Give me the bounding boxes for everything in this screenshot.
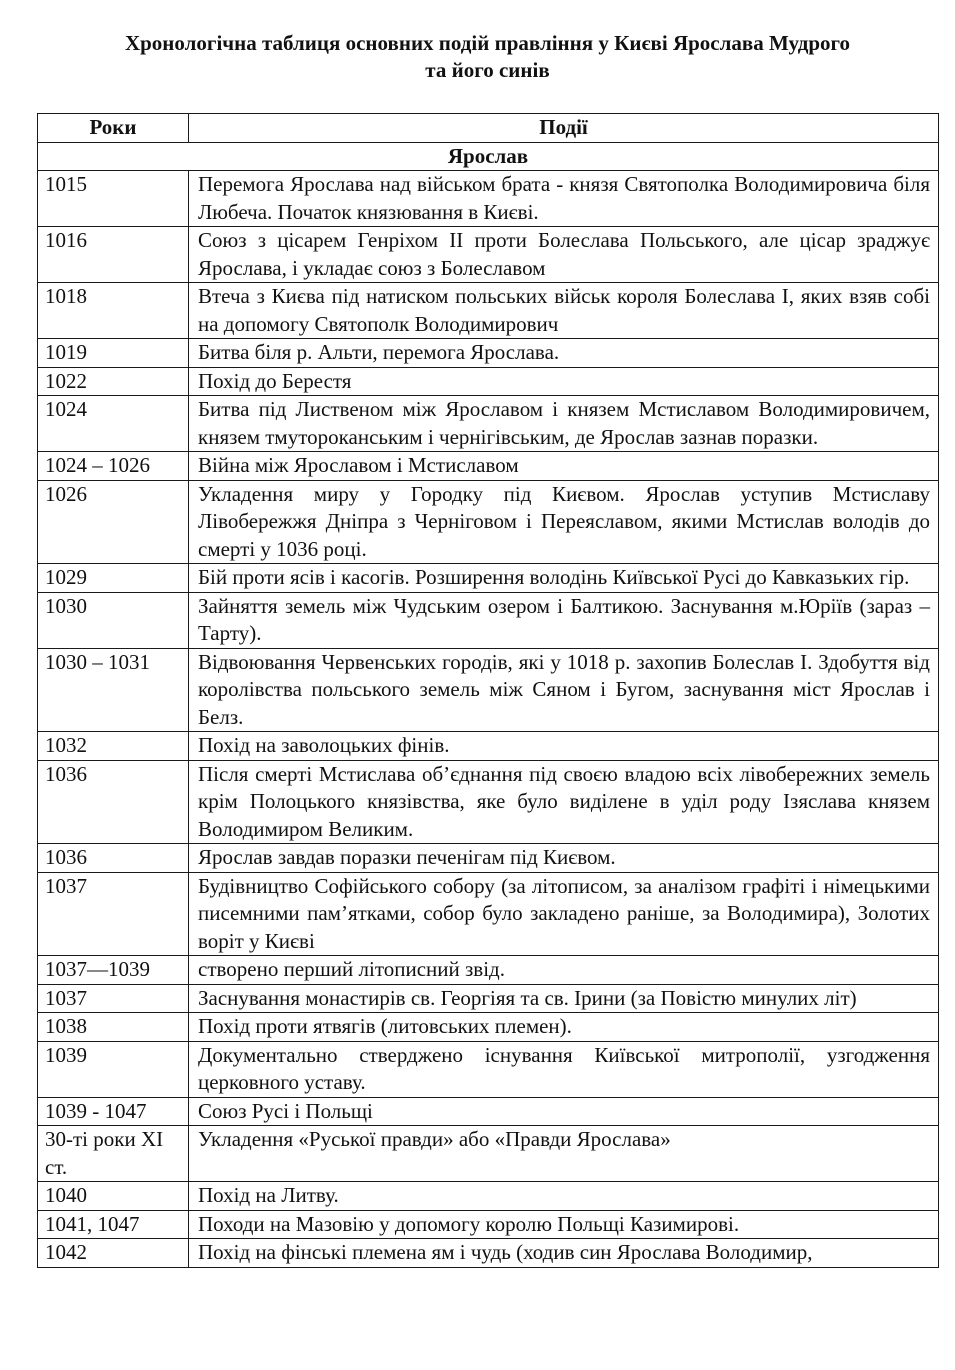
year-cell: 1036 bbox=[38, 844, 189, 873]
table-row bbox=[38, 732, 939, 761]
year-cell: 1041, 1047 bbox=[38, 1210, 189, 1239]
event-cell: Укладення «Руської правди» або «Правди Ярослава» bbox=[189, 1126, 939, 1182]
table-row bbox=[38, 1013, 939, 1042]
event-cell: Похід проти ятвягів (литовських племен). bbox=[189, 1013, 939, 1042]
table-row bbox=[38, 564, 939, 593]
column-header-years: Роки bbox=[38, 114, 189, 143]
table-header-row bbox=[38, 114, 939, 143]
table-row bbox=[38, 872, 939, 956]
table-row bbox=[38, 760, 939, 844]
year-cell: 1040 bbox=[38, 1182, 189, 1211]
year-cell: 1019 bbox=[38, 339, 189, 368]
year-cell: 30-ті роки ХІ ст. bbox=[38, 1126, 189, 1182]
year-cell: 1018 bbox=[38, 283, 189, 339]
table-row bbox=[38, 648, 939, 732]
table-row bbox=[38, 452, 939, 481]
title-line-2: та його синів bbox=[425, 58, 550, 82]
event-cell: Бій проти ясів і касогів. Розширення володінь Київської Русі до Кавказьких гір. bbox=[189, 564, 939, 593]
table-row bbox=[38, 1097, 939, 1126]
year-cell: 1037 bbox=[38, 984, 189, 1013]
table-row bbox=[38, 283, 939, 339]
table-row bbox=[38, 227, 939, 283]
event-cell: Похід на Литву. bbox=[189, 1182, 939, 1211]
year-cell: 1036 bbox=[38, 760, 189, 844]
event-cell: Похід на фінські племена ям і чудь (ходив син Ярослава Володимир, bbox=[189, 1239, 939, 1268]
event-cell: Війна між Ярославом і Мстиславом bbox=[189, 452, 939, 481]
event-cell: Битва біля р. Альти, перемога Ярослава. bbox=[189, 339, 939, 368]
event-cell: Втеча з Києва під натиском польських військ короля Болеслава І, яких взяв собі на допомогу Святополк Володимирович bbox=[189, 283, 939, 339]
section-heading: Ярослав bbox=[38, 142, 939, 171]
year-cell: 1042 bbox=[38, 1239, 189, 1268]
chronology-table bbox=[37, 113, 939, 1268]
year-cell: 1038 bbox=[38, 1013, 189, 1042]
year-cell: 1024 bbox=[38, 396, 189, 452]
event-cell: Після смерті Мстислава об’єднання під своєю владою всіх лівобережних земель крім Полоцького князівства, яке було виділене в уділ роду Ізяслава князем Володимиром Великим. bbox=[189, 760, 939, 844]
table-row bbox=[38, 1041, 939, 1097]
year-cell: 1039 - 1047 bbox=[38, 1097, 189, 1126]
event-cell: створено перший літописний звід. bbox=[189, 956, 939, 985]
year-cell: 1039 bbox=[38, 1041, 189, 1097]
event-cell: Перемога Ярослава над військом брата - князя Святополка Володимировича біля Любеча. Початок князювання в Києві. bbox=[189, 171, 939, 227]
event-cell: Походи на Мазовію у допомогу королю Польщі Казимирові. bbox=[189, 1210, 939, 1239]
event-cell: Союз з цісарем Генріхом ІІ проти Болеслава Польського, але цісар зраджує Ярослава, і укладає союз з Болеславом bbox=[189, 227, 939, 283]
event-cell: Ярослав завдав поразки печенігам під Києвом. bbox=[189, 844, 939, 873]
year-cell: 1022 bbox=[38, 367, 189, 396]
table-row bbox=[38, 984, 939, 1013]
event-cell: Відвоювання Червенських городів, які у 1018 р. захопив Болеслав І. Здобуття від королівства польського земель між Сяном і Бугом, заснування міст Ярослав і Белз. bbox=[189, 648, 939, 732]
event-cell: Зайняття земель між Чудським озером і Балтикою. Заснування м.Юріїв (зараз – Тарту). bbox=[189, 592, 939, 648]
event-cell: Документально стверджено існування Київської митрополії, узгодження церковного уставу. bbox=[189, 1041, 939, 1097]
year-cell: 1037—1039 bbox=[38, 956, 189, 985]
section-row bbox=[38, 142, 939, 171]
table-row bbox=[38, 367, 939, 396]
event-cell: Похід до Берестя bbox=[189, 367, 939, 396]
event-cell: Укладення миру у Городку під Києвом. Ярослав уступив Мстиславу Лівобережжя Дніпра з Черніговом і Переяславом, якими Мстислав володів до смерті у 1036 році. bbox=[189, 480, 939, 564]
table-row bbox=[38, 1182, 939, 1211]
year-cell: 1030 – 1031 bbox=[38, 648, 189, 732]
table-row bbox=[38, 1239, 939, 1268]
table-row bbox=[38, 844, 939, 873]
event-cell: Будівництво Софійського собору (за літописом, за аналізом графіті і німецькими писемними пам’ятками, собор було закладено раніше, за Володимира), Золотих воріт у Києві bbox=[189, 872, 939, 956]
year-cell: 1016 bbox=[38, 227, 189, 283]
table-row bbox=[38, 339, 939, 368]
year-cell: 1032 bbox=[38, 732, 189, 761]
table-row bbox=[38, 956, 939, 985]
column-header-events: Події bbox=[189, 114, 939, 143]
event-cell: Битва під Лиственом між Ярославом і князем Мстиславом Володимировичем, князем тмутороканським і чернігівським, де Ярослав зазнав поразки. bbox=[189, 396, 939, 452]
year-cell: 1024 – 1026 bbox=[38, 452, 189, 481]
table-row bbox=[38, 592, 939, 648]
title-line-1: Хронологічна таблиця основних подій правління у Києві Ярослава Мудрого bbox=[124, 31, 851, 55]
year-cell: 1037 bbox=[38, 872, 189, 956]
document-title bbox=[0, 30, 955, 84]
event-cell: Похід на заволоцьких фінів. bbox=[189, 732, 939, 761]
table-row bbox=[38, 1210, 939, 1239]
year-cell: 1015 bbox=[38, 171, 189, 227]
table-row bbox=[38, 396, 939, 452]
table-row bbox=[38, 1126, 939, 1182]
event-cell: Заснування монастирів св. Георгіяя та св. Ірини (за Повістю минулих літ) bbox=[189, 984, 939, 1013]
table-row bbox=[38, 480, 939, 564]
table-body bbox=[38, 142, 939, 1267]
year-cell: 1030 bbox=[38, 592, 189, 648]
year-cell: 1026 bbox=[38, 480, 189, 564]
event-cell: Союз Русі і Польщі bbox=[189, 1097, 939, 1126]
table-row bbox=[38, 171, 939, 227]
year-cell: 1029 bbox=[38, 564, 189, 593]
